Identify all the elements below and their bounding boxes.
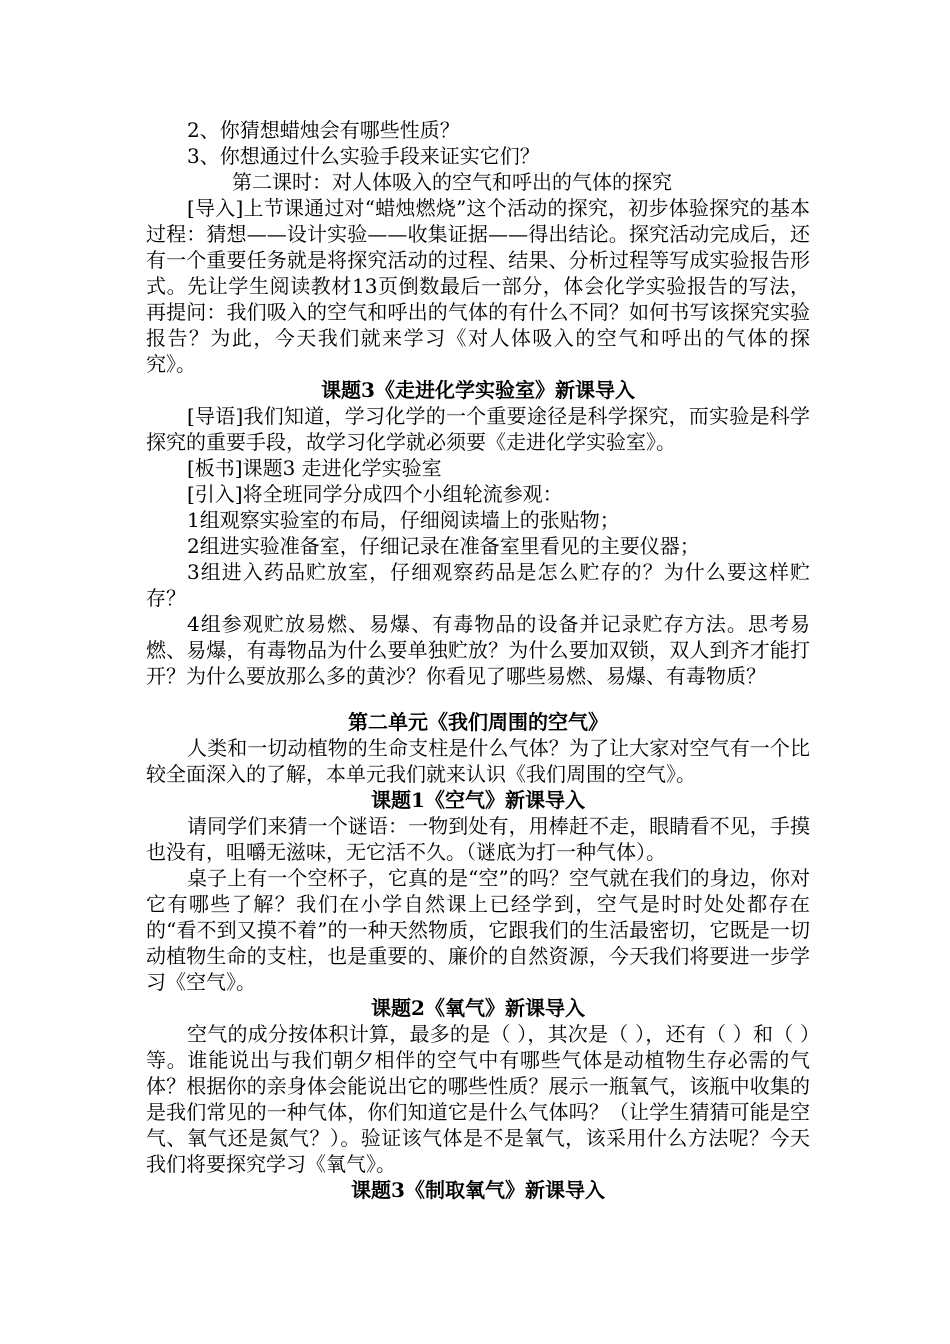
board-note: [板书]课题3 走进化学实验室 [187, 456, 442, 480]
section-heading-make-oxygen: 课题3《制取氧气》新课导入 [351, 1178, 605, 1202]
group-2: 2组进实验准备室，仔细记录在准备室里看见的主要仪器； [187, 534, 700, 558]
section-heading-lab: 课题3《走进化学实验室》新课导入 [321, 378, 635, 402]
group-3: 3组进入药品贮放室，仔细观察药品是怎么贮存的？为什么要这样贮存？ [146, 560, 810, 610]
document-body [146, 117, 810, 1203]
group-4: 4组参观贮放易燃、易爆、有毒物品的设备并记录贮存方法。思考易燃、易爆，有毒物品为什么要单独贮放？为什么要加双锁，双人到齐才能打开？为什么要放那么多的黄沙？你看见了哪些易燃、易爆、有毒物质？ [146, 612, 810, 688]
air-paragraph: 桌子上有一个空杯子，它真的是“空”的吗？空气就在我们的身边，你对它有哪些了解？我们在小学自然课上已经学到，空气是时时处处都存在的“看不到又摸不着”的一种天然物质，它跟我们的生活最密切，它既是一切动植物生命的支柱，也是重要的、廉价的自然资源，今天我们将要进一步学习《空气》。 [146, 866, 810, 994]
oxygen-paragraph: 空气的成分按体积计算，最多的是（ ），其次是（ ），还有（ ）和（ ）等。谁能说出与我们朝夕相伴的空气中有哪些气体是动植物生存必需的气体？根据你的亲身体会能说出它的哪些性质？展示一瓶氧气，该瓶中收集的是我们常见的一种气体，你们知道它是什么气体吗？（让学生猜猜可能是空气、氧气还是氮气？）。验证该气体是不是氧气，该采用什么方法呢？今天我们将要探究学习《氧气》。 [146, 1022, 810, 1176]
riddle-paragraph: 请同学们来猜一个谜语：一物到处有，用棒赶不走，眼睛看不见，手摸也没有，咀嚼无滋味，无它活不久。（谜底为打一种气体）。 [146, 814, 810, 864]
group-1: 1组观察实验室的布局，仔细阅读墙上的张贴物； [187, 508, 620, 532]
section-heading-oxygen: 课题2《氧气》新课导入 [371, 996, 585, 1020]
lead-in: [引入]将全班同学分成四个小组轮流参观： [187, 482, 563, 506]
intro-paragraph: [导入]上节课通过对“蜡烛燃烧”这个活动的探究，初步体验探究的基本过程：猜想——设计实验——收集证据——得出结论。探究活动完成后，还有一个重要任务就是将探究活动的过程、结果、分析过程等写成实验报告形式。先让学生阅读教材13页倒数最后一部分，体会化学实验报告的写法，再提问：我们吸入的空气和呼出的气体的有什么不同？如何书写该探究实验报告？为此，今天我们就来学习《对人体吸入的空气和呼出的气体的探究》。 [146, 196, 810, 376]
unit-2-heading: 第二单元《我们周围的空气》 [348, 710, 608, 734]
guide-paragraph: [导语]我们知道，学习化学的一个重要途径是科学探究，而实验是科学探究的重要手段，故学习化学就必须要《走进化学实验室》。 [146, 404, 810, 454]
section-heading-air: 课题1《空气》新课导入 [371, 788, 585, 812]
spacer [146, 689, 810, 709]
question-3: 3、你想通过什么实验手段来证实它们？ [187, 144, 540, 168]
lesson-2-heading: 第二课时：对人体吸入的空气和呼出的气体的探究 [232, 170, 672, 194]
question-2: 2、你猜想蜡烛会有哪些性质？ [187, 118, 460, 142]
unit-2-intro: 人类和一切动植物的生命支柱是什么气体？为了让大家对空气有一个比较全面深入的了解，本单元我们就来认识《我们周围的空气》。 [146, 736, 810, 786]
